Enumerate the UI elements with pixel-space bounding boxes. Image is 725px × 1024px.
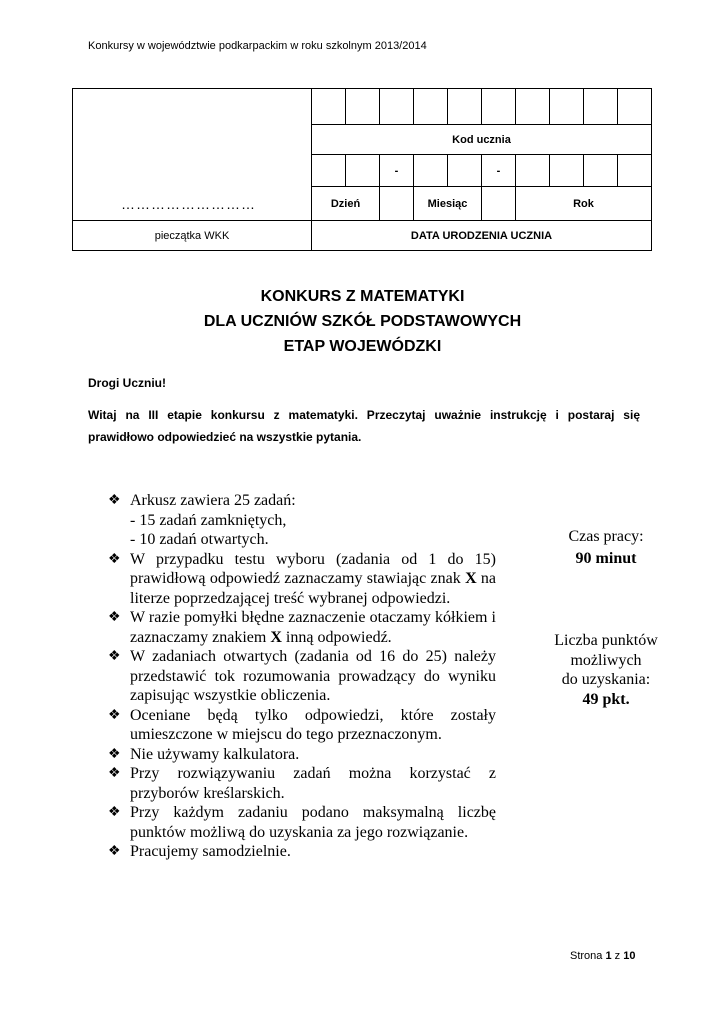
points-label-2: możliwych (570, 651, 642, 669)
code-box[interactable] (312, 89, 346, 125)
code-box[interactable] (618, 89, 652, 125)
stamp-dots: ……………………… (121, 196, 256, 212)
bullet-icon: ❖ (108, 610, 121, 625)
date-separator: - (380, 155, 414, 187)
birth-year-box[interactable] (584, 155, 618, 187)
bullet-icon: ❖ (108, 649, 121, 664)
intro-paragraph: Witaj na III etapie konkursu z matematyki. Przeczytaj uważnie instrukcję i postaraj się prawidłowo odpowiedzieć na wszystkie pytania. (88, 408, 640, 444)
page-number: Strona 1 z 10 (570, 950, 636, 962)
instruction-item: ❖ W razie pomyłki błędne zaznaczenie otaczamy kółkiem i zaznaczamy znakiem X inną odpowiedź. (108, 609, 496, 646)
student-code-label: Kod ucznia (312, 125, 652, 155)
instruction-item: ❖ W zadaniach otwartych (zadania od 16 do 25) należy przedstawić tok rozumowania prowadzący do wyniku zapisując wszystkie obliczenia. (108, 648, 496, 704)
points-label-1: Liczba punktów (554, 632, 658, 649)
time-value: 90 minut (575, 549, 637, 567)
birth-day-box[interactable] (312, 155, 346, 187)
stamp-area (73, 89, 312, 221)
instruction-item: ❖ Przy każdym zadaniu podano maksymalną liczbę punktów możliwą do uzyskania za jego rozwiązanie. (108, 804, 496, 841)
instruction-item: ❖ Przy rozwiązywaniu zadań można korzystać z przyborów kreślarskich. (108, 765, 496, 802)
date-gap (380, 187, 414, 221)
bullet-icon: ❖ (108, 766, 121, 781)
time-info (531, 527, 681, 568)
bullet-icon: ❖ (108, 805, 121, 820)
code-box[interactable] (584, 89, 618, 125)
bullet-icon: ❖ (108, 551, 121, 567)
greeting: Drogi Uczniu! (88, 376, 166, 390)
bullet-icon: ❖ (108, 707, 121, 723)
bullet-icon: ❖ (108, 746, 121, 762)
points-info (531, 631, 681, 709)
time-label: Czas pracy: (568, 528, 644, 545)
title-line-3: ETAP WOJEWÓDZKI (283, 338, 442, 355)
instruction-item: ❖ Arkusz zawiera 25 zadań: - 15 zadań zamkniętych, - 10 zadań otwartych. (108, 492, 296, 548)
code-box[interactable] (414, 89, 448, 125)
title-line-2: DLA UCZNIÓW SZKÓŁ PODSTAWOWYCH (203, 313, 522, 330)
instruction-item: ❖ Oceniane będą tylko odpowiedzi, które zostały umieszczone w miejscu do tego przeznaczonym. (108, 706, 496, 743)
code-box[interactable] (516, 89, 550, 125)
code-box[interactable] (448, 89, 482, 125)
instruction-item: ❖ Pracujemy samodzielnie. (108, 843, 291, 860)
day-label: Dzień (312, 187, 380, 221)
birth-year-box[interactable] (516, 155, 550, 187)
instructions-list (108, 491, 496, 862)
points-value: 49 pkt. (582, 690, 630, 708)
birth-day-box[interactable] (346, 155, 380, 187)
birth-month-box[interactable] (414, 155, 448, 187)
code-box[interactable] (380, 89, 414, 125)
code-box[interactable] (550, 89, 584, 125)
year-label: Rok (516, 187, 652, 221)
month-label: Miesiąc (414, 187, 482, 221)
code-box[interactable] (346, 89, 380, 125)
instruction-item: ❖ Nie używamy kalkulatora. (108, 745, 300, 763)
bullet-icon: ❖ (108, 844, 121, 859)
date-separator: - (482, 155, 516, 187)
page-header: Konkursy w województwie podkarpackim w roku szkolnym 2013/2014 (88, 40, 427, 52)
points-label-3: do uzyskania: (561, 671, 651, 688)
birth-month-box[interactable] (448, 155, 482, 187)
student-info-table (72, 88, 652, 251)
bullet-icon: ❖ (108, 493, 121, 508)
code-box[interactable] (482, 89, 516, 125)
birth-date-label: DATA URODZENIA UCZNIA (312, 221, 652, 251)
date-gap (482, 187, 516, 221)
birth-year-box[interactable] (618, 155, 652, 187)
title-line-1: KONKURS Z MATEMATYKI (260, 288, 465, 305)
birth-year-box[interactable] (550, 155, 584, 187)
stamp-label: pieczątka WKK (73, 221, 312, 251)
instruction-item: ❖ W przypadku testu wyboru (zadania od 1 do 15) prawidłową odpowiedź zaznaczamy stawiając znak X na literze poprzedzającej treść wybranej odpowiedzi. (108, 550, 497, 607)
